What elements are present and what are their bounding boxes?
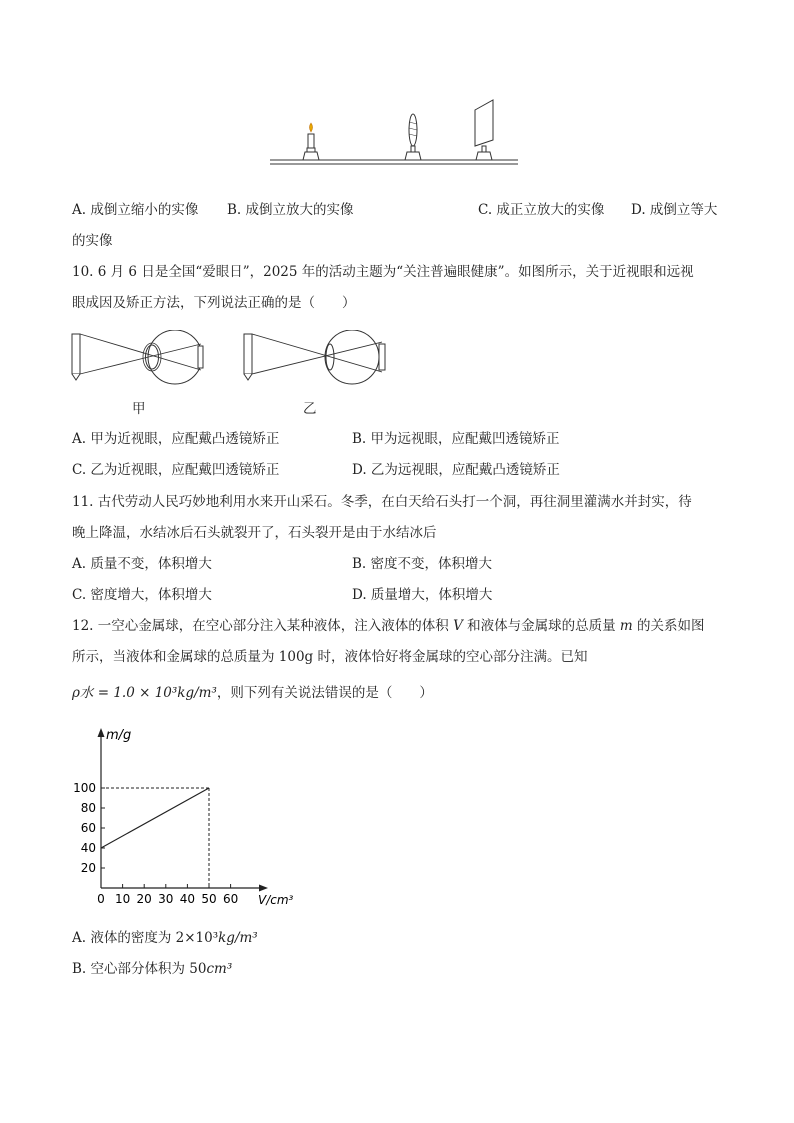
q11-option-b: B. 密度不变，体积增大 <box>352 556 493 572</box>
convex-lens-icon <box>405 114 421 160</box>
q10-stem-line2: 眼成因及矫正方法，下列说法正确的是（ ） <box>72 295 356 311</box>
q12-stem-line1 <box>72 616 705 636</box>
data-series-line <box>101 788 209 848</box>
water-density-formula: ρ水 = 1.0 × 10³kg/m³ <box>72 685 217 701</box>
eye-diagram-yi <box>242 330 392 386</box>
variable-m: m <box>619 618 633 634</box>
optical-bench-figure <box>268 96 520 170</box>
q12-option-b <box>72 959 232 979</box>
x-tick-label: 20 <box>136 892 152 906</box>
y-tick-label: 80 <box>80 801 96 815</box>
q9-option-c: C. 成正立放大的实像 <box>478 202 605 218</box>
q11-stem-line2: 晚上降温，水结冰后石头就裂开了，石头裂开是由于水结冰后 <box>72 525 437 541</box>
q9-option-d-wrap: 的实像 <box>72 233 113 249</box>
q10-option-c: C. 乙为近视眼，应配戴凹透镜矫正 <box>72 462 280 478</box>
pencil-object-icon <box>244 334 252 380</box>
x-tick-label: 30 <box>158 892 174 906</box>
y-tick-label: 40 <box>80 841 96 855</box>
q9-option-b: B. 成倒立放大的实像 <box>227 202 354 218</box>
q10-option-a: A. 甲为近视眼，应配戴凸透镜矫正 <box>72 431 280 447</box>
retina-image <box>198 346 203 368</box>
q12-option-a-text: A. 液体的密度为 2×10³ <box>72 930 219 946</box>
x-tick-label: 50 <box>201 892 217 906</box>
x-axis-arrow <box>259 885 268 892</box>
q12-stem-part: ，则下列有关说法错误的是（ ） <box>216 685 433 701</box>
q9-option-d: D. 成倒立等大 <box>631 202 718 218</box>
q10-option-d: D. 乙为远视眼，应配戴凸透镜矫正 <box>352 462 560 478</box>
q10-figure-label-jia: 甲 <box>132 401 146 417</box>
q10-stem-line1: 10. 6 月 6 日是全国“爱眼日”，2025 年的活动主题为“关注普遍眼健康”。如图所示，关于近视眼和远视 <box>72 264 694 280</box>
q12-stem-part: 和液体与金属球的总质量 <box>462 618 620 634</box>
x-tick-label: 60 <box>222 892 239 906</box>
candle-icon <box>303 123 319 160</box>
x-tick-label: 10 <box>114 892 131 906</box>
q12-option-b-unit: cm³ <box>206 961 233 977</box>
retina-image <box>379 344 385 370</box>
y-tick-label: 60 <box>80 821 96 835</box>
q12-option-a <box>72 928 258 948</box>
x-axis-label: V/cm³ <box>258 893 294 907</box>
q12-stem-part: 12. 一空心金属球，在空心部分注入某种液体，注入液体的体积 <box>72 618 454 634</box>
eye-diagram-jia <box>70 330 220 386</box>
q12-stem-part: 的关系如图 <box>632 618 705 634</box>
variable-v: V <box>453 618 463 634</box>
q11-option-d: D. 质量增大，体积增大 <box>352 587 493 603</box>
q11-option-a: A. 质量不变，体积增大 <box>72 556 212 572</box>
q12-stem-line2: 所示，当液体和金属球的总质量为 100g 时，液体恰好将金属球的空心部分注满。已知 <box>72 649 588 665</box>
y-axis-arrow <box>98 728 105 737</box>
q11-stem-line1: 11. 古代劳动人民巧妙地利用水来开山采石。冬季，在白天给石头打一个洞，再往洞里灌满水并封实，待 <box>72 494 692 510</box>
q12-stem-line3 <box>72 683 433 703</box>
y-axis-label: m/g <box>106 728 132 743</box>
mass-volume-chart <box>70 722 310 916</box>
q9-option-a: A. 成倒立缩小的实像 <box>72 202 199 218</box>
x-tick-label: 40 <box>179 892 196 906</box>
y-tick-label: 100 <box>73 781 96 795</box>
q11-option-c: C. 密度增大，体积增大 <box>72 587 212 603</box>
eyeball <box>325 330 379 384</box>
light-screen-icon <box>475 100 493 160</box>
q10-figure-label-yi: 乙 <box>303 401 317 417</box>
q12-option-b-text: B. 空心部分体积为 50 <box>72 961 207 977</box>
x-tick-label: 0 <box>97 892 105 906</box>
y-tick-label: 20 <box>80 861 96 875</box>
q12-option-a-unit: kg/m³ <box>218 930 258 946</box>
q10-option-b: B. 甲为远视眼，应配戴凹透镜矫正 <box>352 431 560 447</box>
pencil-object-icon <box>72 334 80 380</box>
